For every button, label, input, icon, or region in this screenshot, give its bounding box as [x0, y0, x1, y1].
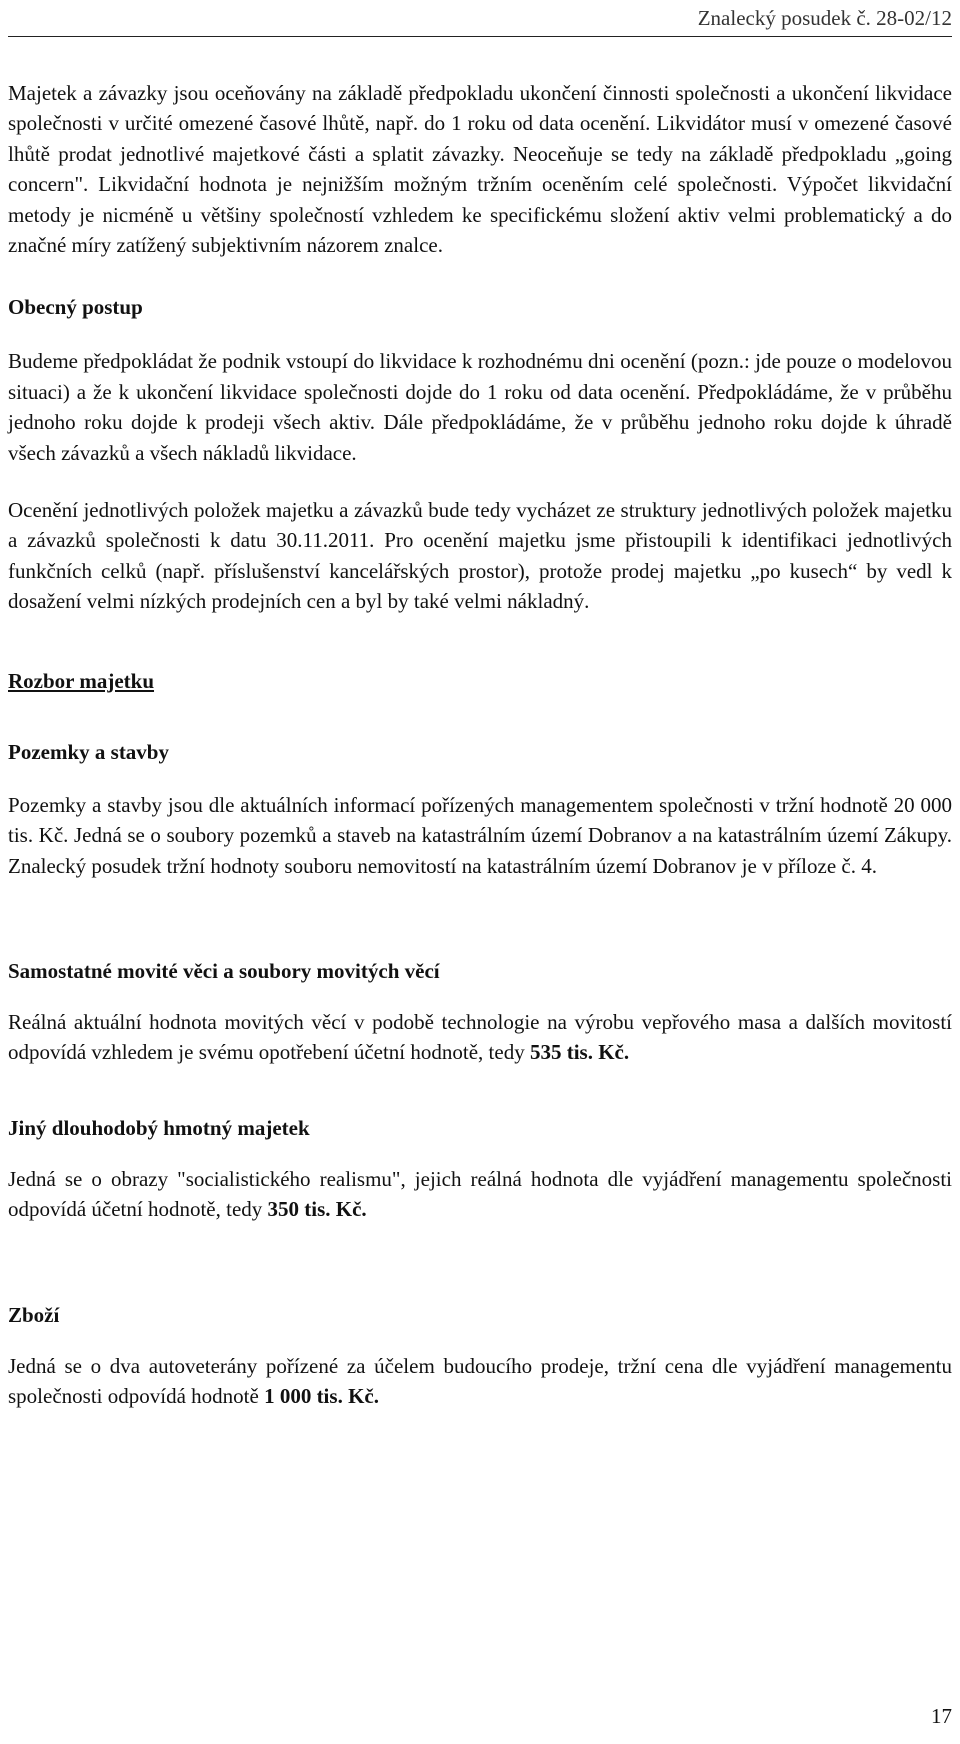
goods-paragraph	[8, 1351, 952, 1412]
land-paragraph: Pozemky a stavby jsou dle aktuálních informací pořízených managementem společnosti v tržní hodnotě 20 000 tis. Kč. Jedná se o soubory pozemků a staveb na katastrálním území Dobranov a na katastrálním území Zákupy. Znalecký posudek tržní hodnoty souboru nemovitostí na katastrálním území Dobranov je v příloze č. 4.	[8, 792, 952, 878]
movables-paragraph	[8, 1007, 952, 1068]
section-heading-analysis: Rozbor majetku	[8, 668, 155, 693]
section-heading-goods: Zboží	[8, 1302, 60, 1327]
movables-value: 535 tis. Kč.	[529, 1040, 630, 1065]
page-header: Znalecký posudek č. 28-02/12	[697, 6, 952, 30]
goods-text: Jedná se o dva autoveterány pořízené za účelem budoucího prodeje, tržní cena dle vyjádření managementu společnosti odpovídá hodnotě	[8, 1353, 952, 1408]
longterm-text: Jedná se o obrazy "socialistického realismu", jejich reálná hodnota dle vyjádření managementu společnosti odpovídá účetní hodnotě, tedy	[8, 1166, 952, 1222]
document-body	[8, 78, 952, 1411]
section-heading-movables: Samostatné movité věci a soubory movitých věcí	[8, 958, 440, 983]
goods-value: 1 000 tis. Kč.	[264, 1383, 379, 1408]
longterm-paragraph	[8, 1164, 952, 1225]
movables-text: Reálná aktuální hodnota movitých věcí v podobě technologie na výrobu vepřového masa a dalších movitostí odpovídá vzhledem je svému opotřebení účetní hodnotě, tedy	[8, 1009, 952, 1065]
general-paragraph-1: Budeme předpokládat že podnik vstoupí do likvidace k rozhodnému dni ocenění (pozn.: jde pouze o modelovou situaci) a že k ukončení likvidace společnosti dojde do 1 roku od data ocenění. Předpokládáme, že v průběhu jednoho roku dojde k prodeji všech aktiv. Dále předpokládáme, že v průběhu jednoho roku dojde k úhradě všech závazků a všech nákladů likvidace.	[8, 349, 952, 465]
page-number: 17	[931, 1704, 952, 1728]
intro-paragraph: Majetek a závazky jsou oceňovány na základě předpokladu ukončení činnosti společnosti a ukončení likvidace společnosti v určité omezené časové lhůtě, např. do 1 roku od data ocenění. Likvidátor musí v omezené časové lhůtě prodat jednotlivé majetkové části a splatit závazky. Neoceňuje se tedy na základě předpokladu „going concern". Likvidační hodnota je nejnižším možným tržním oceněním celé společnosti. Výpočet likvidační metody je nicméně u většiny společností vzhledem ke specifickému složení aktiv velmi problematický a do značné míry zatížený subjektivním názorem znalce.	[8, 81, 952, 258]
section-heading-longterm: Jiný dlouhodobý hmotný majetek	[8, 1115, 310, 1140]
general-paragraph-2: Ocenění jednotlivých položek majetku a závazků bude tedy vycházet ze struktury jednotlivých položek majetku a závazků společnosti k datu 30.11.2011. Pro ocenění majetku jsme přistoupili k identifikaci jednotlivých funkčních celků (např. příslušenství kancelářských prostor), protože prodej majetku „po kusech“ by vedl k dosažení velmi nízkých prodejních cen a byl by také velmi nákladný.	[8, 498, 952, 614]
section-heading-land: Pozemky a stavby	[8, 739, 169, 764]
header-divider	[8, 36, 952, 37]
longterm-value: 350 tis. Kč.	[267, 1197, 367, 1222]
section-heading-general: Obecný postup	[8, 295, 143, 320]
